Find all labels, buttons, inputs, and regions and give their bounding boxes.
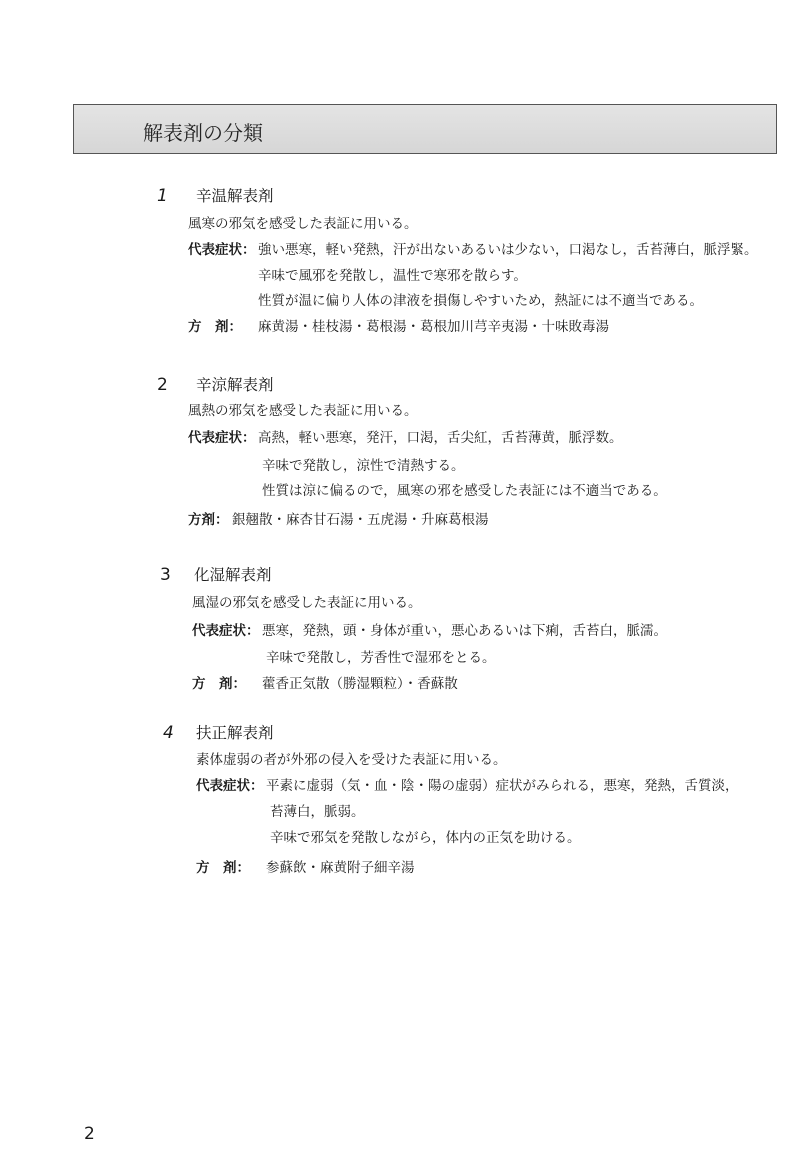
section-intro: 風熱の邪気を感受した表証に用いる。 — [188, 403, 418, 419]
formula-text: 麻黄湯・桂枝湯・葛根湯・葛根加川芎辛夷湯・十味敗毒湯 — [258, 319, 609, 335]
section-title-box — [73, 104, 777, 154]
symptom-text: 悪寒，発熱，頭・身体が重い，悪心あるいは下痢，舌苔白，脈濡。 — [262, 623, 667, 639]
symptom-label: 代表症状： — [188, 430, 256, 446]
formula-label: 方 剤： — [196, 860, 250, 876]
formula-label: 方剤： — [188, 512, 229, 528]
formula-text: 参蘇飲・麻黄附子細辛湯 — [266, 860, 415, 876]
section-number: 4 — [163, 723, 174, 743]
section-number: 1 — [157, 186, 168, 206]
symptom-text: 高熱，軽い悪寒，発汗，口渇，舌尖紅，舌苔薄黄，脈浮数。 — [258, 430, 623, 446]
section-heading: 辛温解表剤 — [196, 187, 274, 205]
section-number: 3 — [160, 565, 171, 585]
note-line: 辛味で邪気を発散しながら，体内の正気を助ける。 — [270, 830, 581, 846]
section-heading: 辛涼解表剤 — [196, 376, 274, 394]
section-intro: 素体虚弱の者が外邪の侵入を受けた表証に用いる。 — [196, 752, 507, 768]
section-number: 2 — [157, 375, 168, 395]
section-heading: 化湿解表剤 — [194, 566, 272, 584]
symptom-label: 代表症状： — [196, 778, 264, 794]
note-line: 辛味で発散し，涼性で清熱する。 — [262, 458, 465, 474]
symptom-label: 代表症状： — [192, 623, 260, 639]
page-title: 解表剤の分類 — [143, 121, 263, 145]
note-line: 性質が温に偏り人体の津液を損傷しやすいため，熱証には不適当である。 — [258, 293, 703, 309]
section-intro: 風寒の邪気を感受した表証に用いる。 — [188, 216, 418, 232]
symptom-text: 平素に虚弱（気・血・陰・陽の虚弱）症状がみられる，悪寒，発熱，舌質淡， — [266, 778, 739, 794]
formula-label: 方 剤： — [188, 319, 242, 335]
page-number: 2 — [84, 1124, 95, 1144]
formula-text: 銀翹散・麻杏甘石湯・五虎湯・升麻葛根湯 — [232, 512, 489, 528]
note-line: 辛味で風邪を発散し，温性で寒邪を散らす。 — [258, 268, 527, 284]
note-line: 辛味で発散し，芳香性で湿邪をとる。 — [266, 650, 496, 666]
formula-label: 方 剤： — [192, 676, 246, 692]
note-line: 性質は涼に偏るので，風寒の邪を感受した表証には不適当である。 — [262, 483, 667, 499]
note-line: 苔薄白，脈弱。 — [270, 804, 365, 820]
section-heading: 扶正解表剤 — [196, 724, 274, 742]
section-intro: 風湿の邪気を感受した表証に用いる。 — [192, 595, 422, 611]
symptom-label: 代表症状： — [188, 242, 256, 258]
symptom-text: 強い悪寒，軽い発熱，汗が出ないあるいは少ない，口渇なし，舌苔薄白，脈浮緊。 — [258, 242, 758, 258]
formula-text: 藿香正気散（勝湿顆粒）・香蘇散 — [262, 676, 458, 692]
